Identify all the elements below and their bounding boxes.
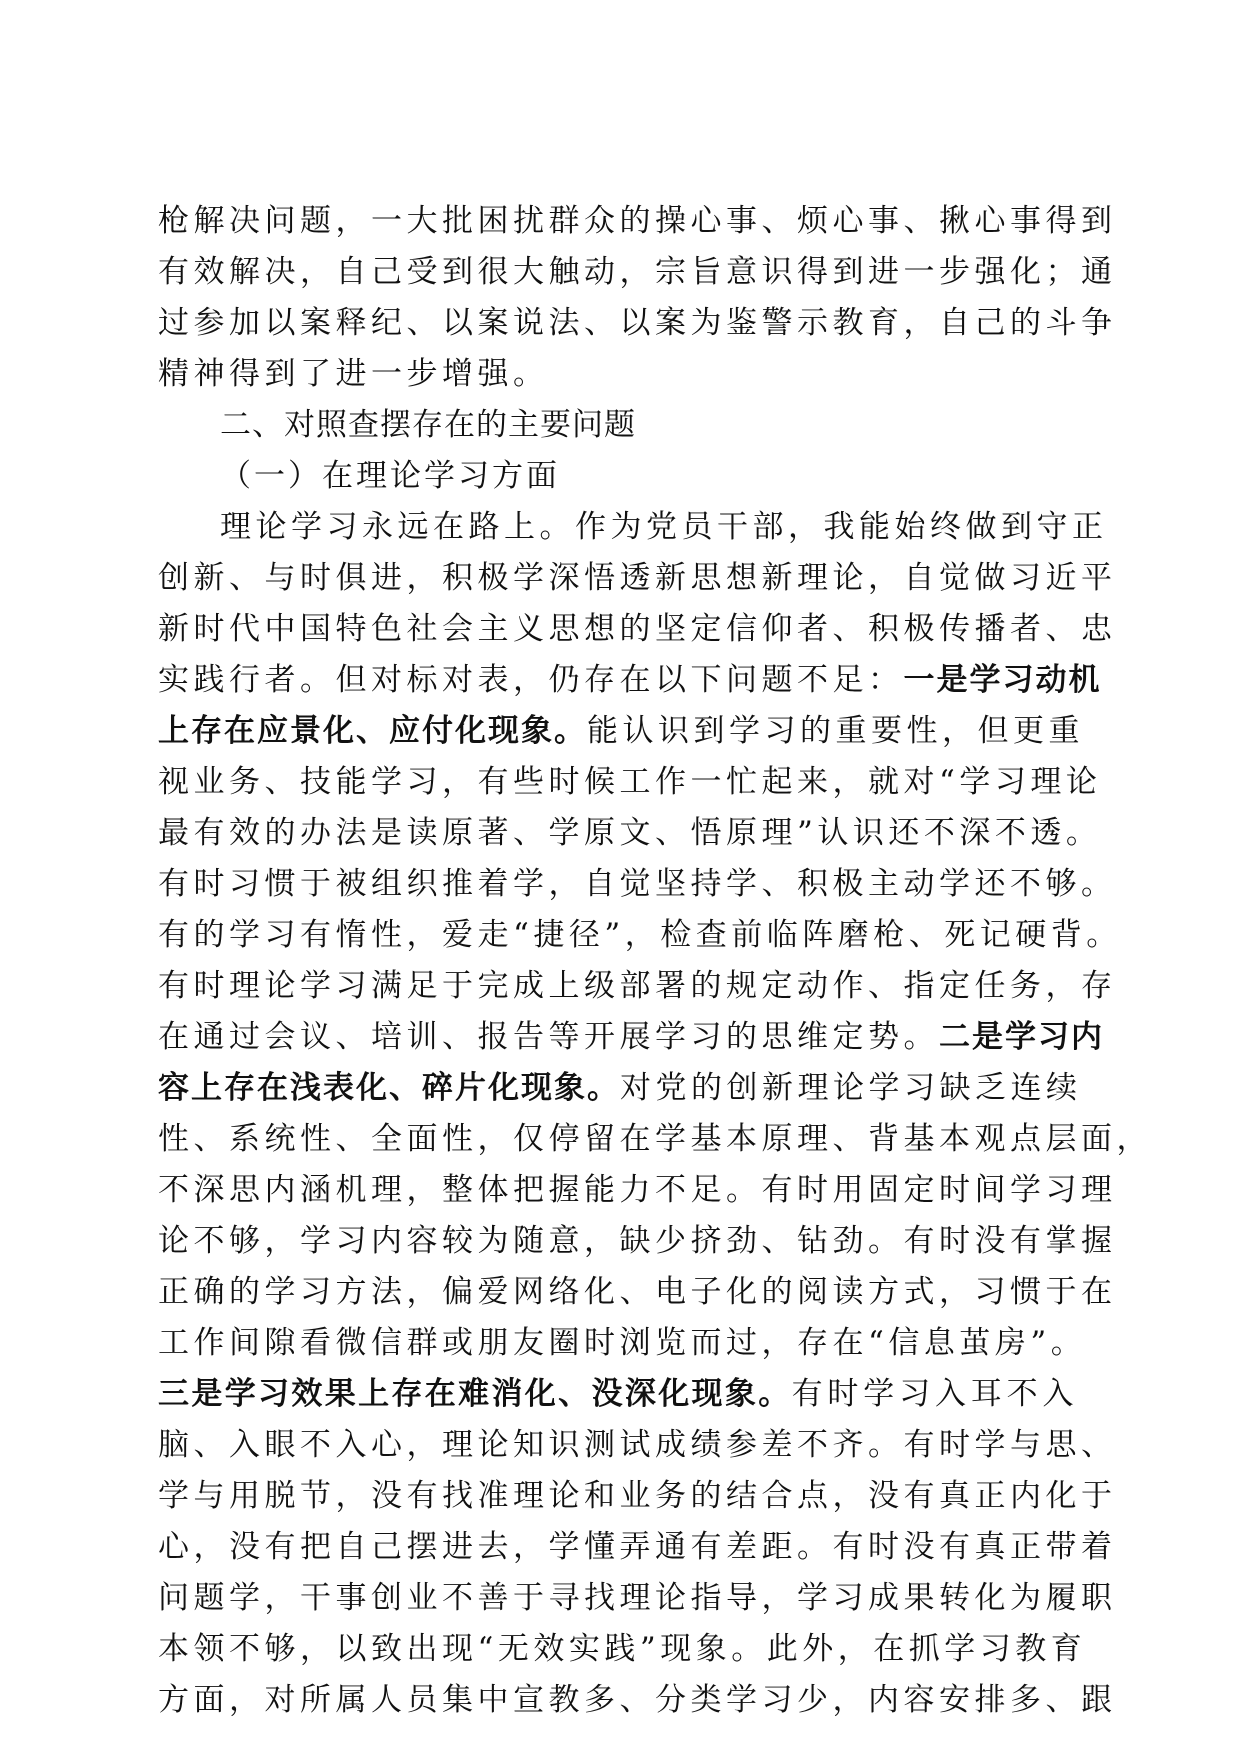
subsection-heading: （一）在理论学习方面 [220, 458, 560, 494]
body-line: 最有效的办法是读原著、学原文、悟原理”认识还不深不透。 [158, 815, 1102, 851]
body-line: 不深思内涵机理，整体把握能力不足。有时用固定时间学习理 [158, 1172, 1117, 1208]
body-line: 论不够，学习内容较为随意，缺少挤劲、钻劲。有时没有掌握 [158, 1223, 1117, 1259]
body-line: 精神得到了进一步增强。 [158, 356, 549, 392]
line-text: 在通过会议、培训、报告等开展学习的思维定势。 [158, 1019, 939, 1055]
body-line: 创新、与时俱进，积极学深悟透新思想新理论，自觉做习近平 [158, 560, 1117, 596]
body-line: 问题学，干事创业不善于寻找理论指导，学习成果转化为履职 [158, 1580, 1117, 1616]
section-heading: 二、对照查摆存在的主要问题 [220, 407, 636, 443]
body-line: 工作间隙看微信群或朋友圈时浏览而过，存在“信息茧房”。 [158, 1325, 1087, 1361]
line-text: 实践行者。但对标对表，仍存在以下问题不足： [158, 662, 904, 698]
body-line: 学与用脱节，没有找准理论和业务的结合点，没有真正内化于 [158, 1478, 1117, 1514]
body-line: 有效解决，自己受到很大触动，宗旨意识得到进一步强化；通 [158, 254, 1117, 290]
line-text: 有时学习入耳不入 [791, 1376, 1079, 1412]
bold-point-title: 三是学习效果上存在难消化、没深化现象。 [158, 1376, 792, 1412]
line-text: 能认识到学习的重要性，但更重 [587, 713, 1084, 749]
body-line: 有时理论学习满足于完成上级部署的规定动作、指定任务，存 [158, 968, 1117, 1004]
body-line: 枪解决问题，一大批困扰群众的操心事、烦心事、揪心事得到 [158, 203, 1117, 239]
body-line: 性、系统性、全面性，仅停留在学基本原理、背基本观点层面， [158, 1121, 1152, 1157]
bold-point-title: 二是学习内 [939, 1019, 1104, 1055]
body-line [158, 1012, 1104, 1063]
body-line: 有时习惯于被组织推着学，自觉坚持学、积极主动学还不够。 [158, 866, 1117, 902]
body-line [158, 1063, 1082, 1114]
body-line: 心，没有把自己摆进去，学懂弄通有差距。有时没有真正带着 [158, 1529, 1117, 1565]
body-line [158, 706, 1084, 757]
bold-point-title: 一是学习动机 [903, 662, 1102, 698]
body-line: 新时代中国特色社会主义思想的坚定信仰者、积极传播者、忠 [158, 611, 1117, 647]
body-line: 视业务、技能学习，有些时候工作一忙起来，就对“学习理论 [158, 764, 1102, 800]
bold-point-title: 上存在应景化、应付化现象。 [158, 713, 587, 749]
line-text: 对党的创新理论学习缺乏连续 [620, 1070, 1082, 1106]
body-line: 理论学习永远在路上。作为党员干部，我能始终做到守正 [220, 509, 1108, 545]
bold-point-title: 容上存在浅表化、碎片化现象。 [158, 1070, 620, 1106]
body-line: 脑、入眼不入心，理论知识测试成绩参差不齐。有时学与思、 [158, 1427, 1117, 1463]
body-line: 过参加以案释纪、以案说法、以案为鉴警示教育，自己的斗争 [158, 305, 1117, 341]
body-line: 本领不够，以致出现“无效实践”现象。此外，在抓学习教育 [158, 1631, 1087, 1667]
body-line: 有的学习有惰性，爱走“捷径”，检查前临阵磨枪、死记硬背。 [158, 917, 1122, 953]
document-body [158, 196, 1152, 1726]
body-line [158, 655, 1102, 706]
body-line [158, 1369, 1078, 1420]
body-line: 方面，对所属人员集中宣教多、分类学习少，内容安排多、跟 [158, 1682, 1117, 1718]
body-line: 正确的学习方法，偏爱网络化、电子化的阅读方式，习惯于在 [158, 1274, 1117, 1310]
